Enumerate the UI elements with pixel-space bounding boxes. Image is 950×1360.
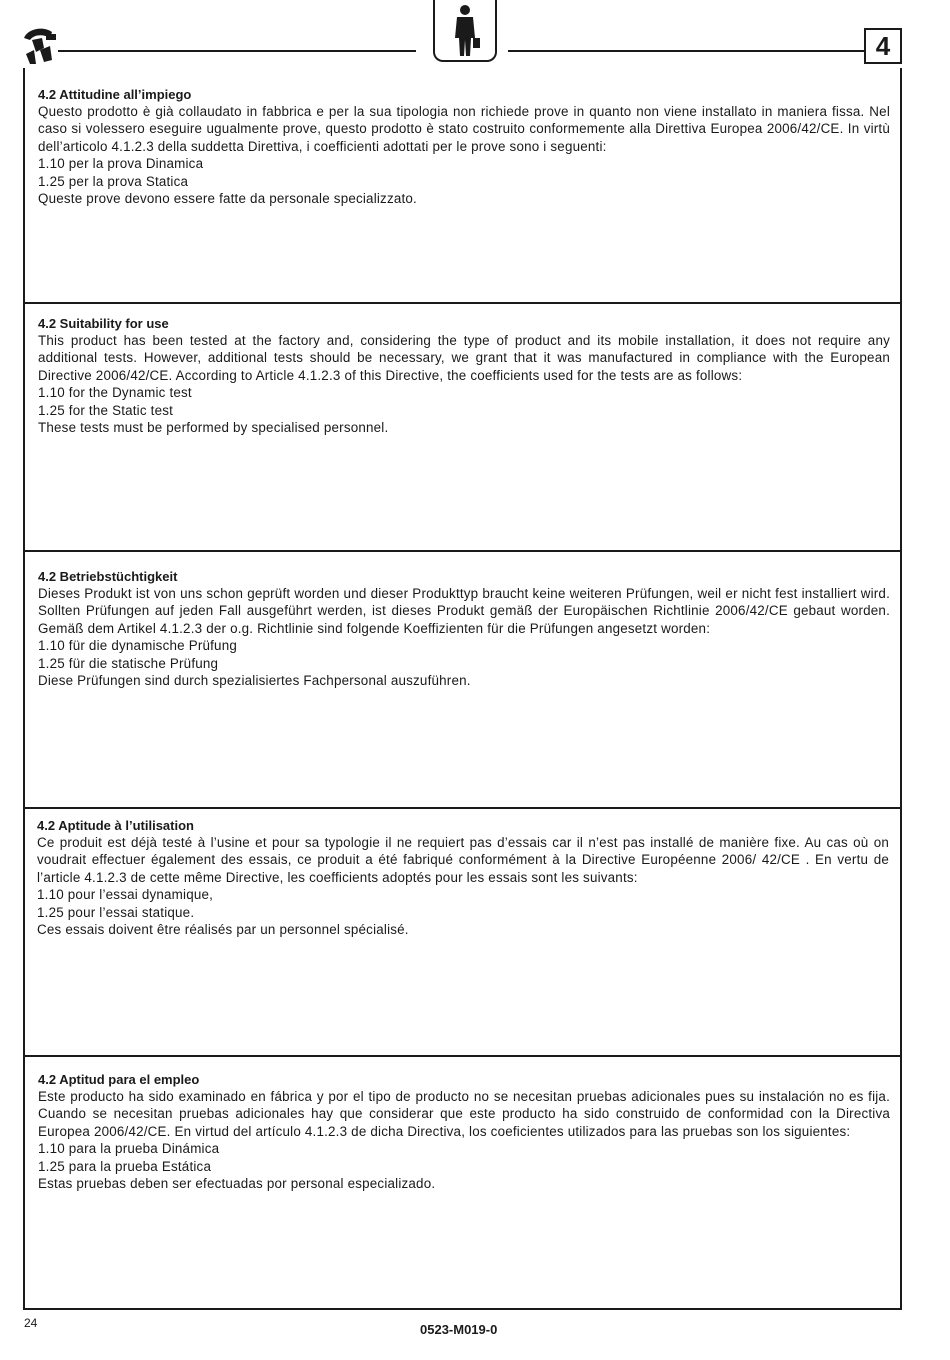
section-title: 4.2 Attitudine all’impiego bbox=[38, 87, 192, 102]
static-coefficient: 1.25 para la prueba Estática bbox=[38, 1158, 212, 1174]
section-divider bbox=[23, 550, 902, 552]
section-title: 4.2 Aptitud para el empleo bbox=[38, 1072, 200, 1087]
page-number: 24 bbox=[24, 1316, 38, 1330]
static-coefficient: 1.25 for the Static test bbox=[38, 402, 174, 418]
section-body: Questo prodotto è già collaudato in fabbrica e per la sua tipologia non richiede prove in quanto non viene installato in maniera fissa. Nel caso si volessero eseguire ugualmente prove, questo prodotto è stato costruito conformemente alla Direttiva Europea 2006/42/CE. In virtù dell’articolo 4.1.2.3 della suddetta Direttiva, i coefficienti adottati per le prove sono i seguenti: bbox=[38, 104, 890, 154]
section-german bbox=[38, 568, 890, 689]
dynamic-coefficient: 1.10 für die dynamische Prüfung bbox=[38, 638, 237, 654]
operator-pictogram bbox=[433, 0, 497, 62]
header-rule-left bbox=[58, 50, 416, 52]
section-body: Dieses Produkt ist von uns schon geprüft worden und dieser Produkttyp braucht keine weiteren Prüfungen, weil er nicht fest installiert wird. Sollten Prüfungen auf jeden Fall ausgeführt werden, ist dieses Produkt gemäß der Europäischen Richtlinie 2006/42/CE gebaut worden. Gemäß dem Artikel 4.1.2.3 der o.g. Richtlinie sind folgende Koeffizienten für die Prüfungen angesetzt worden: bbox=[38, 586, 890, 636]
section-divider bbox=[23, 1055, 902, 1057]
personnel-note: Estas pruebas deben ser efectuadas por personal especializado. bbox=[38, 1176, 436, 1192]
section-divider bbox=[23, 807, 902, 809]
section-body: Este producto ha sido examinado en fábrica y por el tipo de producto no se necesitan pruebas adicionales pues su instalación no es fija. Cuando se necesitan pruebas adicionales hay que considerar que este producto ha sido construido de conformidad con la Directiva Europea 2006/42/CE. En virtud del artículo 4.1.2.3 de dicha Directiva, los coeficientes utilizados para las pruebas son los siguientes: bbox=[38, 1089, 890, 1139]
brand-logo bbox=[20, 24, 60, 66]
dynamic-coefficient: 1.10 para la prueba Dinámica bbox=[38, 1141, 220, 1157]
personnel-note: Diese Prüfungen sind durch spezialisiertes Fachpersonal auszuführen. bbox=[38, 673, 471, 689]
personnel-note: Ces essais doivent être réalisés par un personnel spécialisé. bbox=[37, 922, 409, 938]
static-coefficient: 1.25 für die statische Prüfung bbox=[38, 655, 219, 671]
section-italian bbox=[38, 86, 890, 207]
document-code: 0523-M019-0 bbox=[420, 1322, 498, 1337]
section-divider bbox=[23, 302, 902, 304]
dynamic-coefficient: 1.10 per la prova Dinamica bbox=[38, 156, 204, 172]
section-title: 4.2 Aptitude à l’utilisation bbox=[37, 818, 194, 833]
section-title: 4.2 Suitability for use bbox=[38, 316, 169, 331]
section-body: Ce produit est déjà testé à l’usine et pour sa typologie il ne requiert pas d’essais car il n’est pas installé de manière fixe. Au cas où on voudrait effectuer également des essais, ce produit a été fabriqué conformément à la Directive Européenne 2006/ 42/CE . En vertu de l’article 4.1.2.3 de cette même Directive, les coefficients adoptés pour les essais sont les suivants: bbox=[37, 835, 889, 885]
section-french bbox=[37, 817, 889, 938]
static-coefficient: 1.25 pour l’essai statique. bbox=[37, 904, 195, 920]
dynamic-coefficient: 1.10 pour l’essai dynamique, bbox=[37, 887, 214, 903]
section-title: 4.2 Betriebstüchtigkeit bbox=[38, 569, 178, 584]
dynamic-coefficient: 1.10 for the Dynamic test bbox=[38, 385, 192, 401]
section-spanish bbox=[38, 1071, 890, 1192]
chapter-number: 4 bbox=[864, 28, 902, 64]
section-body: This product has been tested at the factory and, considering the type of product and its mobile installation, it does not require any additional tests. However, additional tests should be necessary, we grant that it was manufactured in compliance with the European Directive 2006/42/CE. According to Article 4.1.2.3 of this Directive, the coefficients used for the tests are as follows: bbox=[38, 333, 890, 383]
header-rule-right bbox=[508, 50, 864, 52]
section-english bbox=[38, 315, 890, 436]
personnel-note: These tests must be performed by specialised personnel. bbox=[38, 420, 389, 436]
person-icon bbox=[451, 4, 481, 58]
static-coefficient: 1.25 per la prova Statica bbox=[38, 173, 189, 189]
personnel-note: Queste prove devono essere fatte da personale specializzato. bbox=[38, 191, 417, 207]
